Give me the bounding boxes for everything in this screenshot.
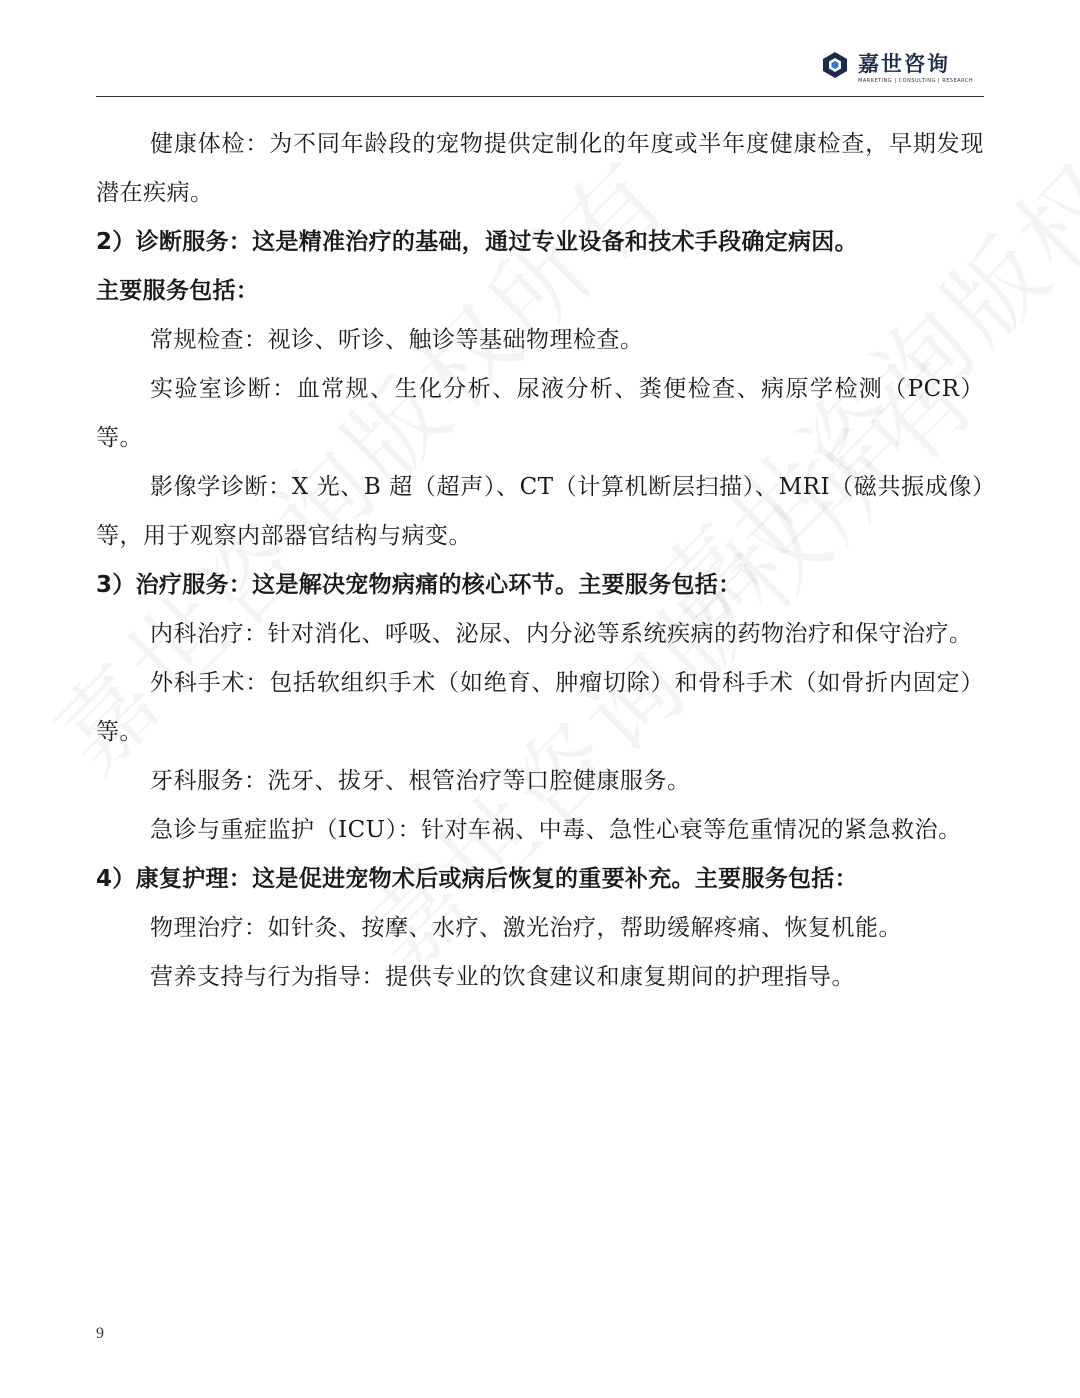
- paragraph-emergency-icu: 急诊与重症监护（ICU）：针对车祸、中毒、急性心衰等危重情况的紧急救治。: [150, 817, 962, 843]
- brand-logo-icon: [820, 50, 850, 80]
- section-heading-rehab: 4）康复护理：这是促进宠物术后或病后恢复的重要补充。主要服务包括：: [96, 866, 858, 892]
- paragraph-imaging-diagnosis: 影像学诊断：X 光、B 超（超声）、CT（计算机断层扫描）、MRI（磁共振成像）等，用于观察内部器官结构与病变。: [96, 474, 984, 549]
- section-heading-diagnosis: 2）诊断服务：这是精准治疗的基础，通过专业设备和技术手段确定病因。: [96, 229, 858, 255]
- subheading-main-services: 主要服务包括：: [96, 278, 260, 304]
- paragraph-routine-exam: 常规检查：视诊、听诊、触诊等基础物理检查。: [150, 327, 644, 353]
- paragraph-health-check: 健康体检：为不同年龄段的宠物提供定制化的年度或半年度健康检查，早期发现潜在疾病。: [96, 131, 984, 206]
- paragraph-surgery: 外科手术：包括软组织手术（如绝育、肿瘤切除）和骨科手术（如骨折内固定）等。: [96, 670, 984, 745]
- paragraph-physiotherapy: 物理治疗：如针灸、按摩、水疗、激光治疗，帮助缓解疼痛、恢复机能。: [150, 915, 902, 941]
- page-header: [96, 40, 984, 97]
- document-body: [96, 120, 984, 1002]
- section-heading-treatment: 3）治疗服务：这是解决宠物病痛的核心环节。主要服务包括：: [96, 572, 742, 598]
- paragraph-nutrition-guidance: 营养支持与行为指导：提供专业的饮食建议和康复期间的护理指导。: [150, 964, 855, 990]
- brand-name: 嘉世咨询: [858, 52, 950, 76]
- paragraph-lab-diagnosis: 实验室诊断：血常规、生化分析、尿液分析、粪便检查、病原学检测（PCR）等。: [96, 376, 984, 451]
- page-number: 9: [96, 1325, 104, 1342]
- brand-tagline: MARKETING | CONSULTING | RESEARCH: [858, 78, 974, 84]
- paragraph-dental: 牙科服务：洗牙、拔牙、根管治疗等口腔健康服务。: [150, 768, 691, 794]
- paragraph-internal-medicine: 内科治疗：针对消化、呼吸、泌尿、内分泌等系统疾病的药物治疗和保守治疗。: [150, 621, 973, 647]
- brand-logo: [820, 46, 980, 90]
